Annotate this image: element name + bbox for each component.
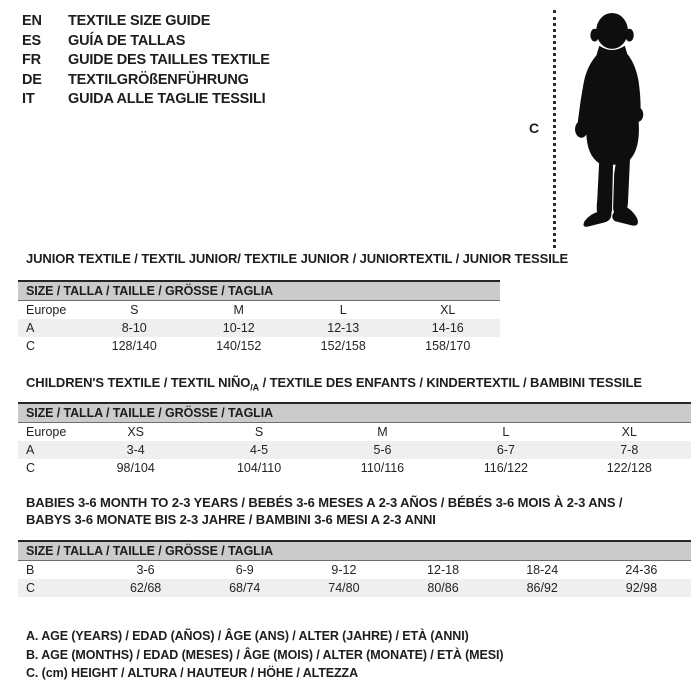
row-label: C <box>26 581 36 595</box>
cell: L <box>339 303 347 317</box>
cell: 104/110 <box>236 461 282 475</box>
cell: 74/80 <box>328 581 360 595</box>
lang-title: GUÍA DE TALLAS <box>68 32 186 49</box>
table-row-height-cm <box>18 459 691 477</box>
measurement-legend <box>26 627 503 683</box>
lang-title: TEXTILE SIZE GUIDE <box>68 13 211 29</box>
cell: 98/104 <box>116 461 155 475</box>
table-row-height-cm <box>18 337 500 355</box>
lang-row-es <box>22 32 270 52</box>
section-title-babies-line1: BABIES 3-6 MONTH TO 2-3 YEARS / BEBÉS 3-6 MESES A 2-3 AÑOS / BÉBÉS 3-6 MOIS À 2-3 ANS / <box>26 495 623 510</box>
lang-row-de <box>22 71 270 91</box>
lang-code: ES <box>22 32 41 49</box>
cell: 10-12 <box>222 321 255 335</box>
table-row-europe <box>18 301 500 319</box>
cell: 122/128 <box>606 461 652 475</box>
cell: 68/74 <box>229 581 261 595</box>
junior-size-table <box>18 280 500 355</box>
cell: S <box>254 425 264 439</box>
lang-code: DE <box>22 71 42 88</box>
lang-row-fr <box>22 51 270 71</box>
cell: XS <box>127 425 145 439</box>
legend-line-a: A. AGE (YEARS) / EDAD (AÑOS) / ÂGE (ANS) / ALTER (JAHRE) / ETÀ (ANNI) <box>26 629 469 643</box>
cell: 9-12 <box>331 563 357 577</box>
cell: 86/92 <box>526 581 558 595</box>
babies-size-table <box>18 540 691 597</box>
title-part: CHILDREN'S TEXTILE / TEXTIL NIÑO <box>26 375 251 390</box>
cell: L <box>502 425 510 439</box>
cell: 3-6 <box>136 563 155 577</box>
section-title-children <box>26 375 642 393</box>
section-title-babies-line2: BABYS 3-6 MONATE BIS 2-3 JAHRE / BAMBINI 3-6 MESI A 2-3 ANNI <box>26 512 436 527</box>
lang-code: IT <box>22 91 35 107</box>
cell: 92/98 <box>625 581 658 595</box>
cell: 62/68 <box>129 581 162 595</box>
cell: M <box>377 425 388 439</box>
toddler-silhouette-icon <box>556 6 666 242</box>
table-row-height-cm <box>18 579 691 597</box>
cell: 12-13 <box>327 321 360 335</box>
measure-c-label: C <box>529 120 540 136</box>
cell: XL <box>440 303 456 317</box>
cell: 8-10 <box>121 321 147 335</box>
cell: 6-9 <box>235 563 254 577</box>
lang-code: FR <box>22 52 41 68</box>
row-label: C <box>26 461 36 475</box>
lang-title: TEXTILGRÖßENFÜHRUNG <box>68 71 249 88</box>
cell: 110/116 <box>360 461 405 475</box>
cell: 128/140 <box>111 339 157 353</box>
cell: 6-7 <box>496 443 515 457</box>
language-header <box>22 12 270 110</box>
cell: 158/170 <box>425 339 471 353</box>
cell: 80/86 <box>427 581 459 595</box>
table-row-age-years <box>18 441 691 459</box>
cell: 140/152 <box>216 339 262 353</box>
row-label: B <box>26 563 35 577</box>
cell: 4-5 <box>250 443 269 457</box>
legend-line-b: B. AGE (MONTHS) / EDAD (MESES) / ÂGE (MOIS) / ALTER (MONATE) / ETÀ (MESI) <box>26 647 504 662</box>
row-label: C <box>26 339 36 353</box>
children-size-table <box>18 402 691 477</box>
row-label: A <box>26 443 35 457</box>
title-subscript: /A <box>250 382 260 393</box>
section-title-junior: JUNIOR TEXTILE / TEXTIL JUNIOR/ TEXTILE JUNIOR / JUNIORTEXTIL / JUNIOR TESSILE <box>26 251 569 266</box>
row-label: Europe <box>26 303 67 317</box>
cell: 14-16 <box>431 321 464 335</box>
cell: 7-8 <box>620 443 639 457</box>
cell: 152/158 <box>320 339 366 353</box>
size-header-bar: SIZE / TALLA / TAILLE / GRÖSSE / TAGLIA <box>18 540 691 561</box>
cell: XL <box>621 425 637 439</box>
cell: M <box>233 303 244 317</box>
row-label: Europe <box>26 425 67 439</box>
row-label: A <box>26 321 35 335</box>
cell: S <box>130 303 139 317</box>
cell: 24-36 <box>625 563 658 577</box>
table-row-age-months <box>18 561 691 579</box>
title-part: / TEXTILE DES ENFANTS / KINDERTEXTIL / BAMBINI TESSILE <box>259 375 642 390</box>
lang-row-en <box>22 12 270 32</box>
size-header-bar: SIZE / TALLA / TAILLE / GRÖSSE / TAGLIA <box>18 280 500 301</box>
table-row-age-years <box>18 319 500 337</box>
lang-row-it <box>22 90 270 110</box>
cell: 5-6 <box>373 443 392 457</box>
cell: 12-18 <box>427 563 460 577</box>
cell: 18-24 <box>526 563 559 577</box>
lang-title: GUIDE DES TAILLES TEXTILE <box>68 52 270 68</box>
lang-code: EN <box>22 13 42 29</box>
cell: 116/122 <box>483 461 528 475</box>
size-header-bar: SIZE / TALLA / TAILLE / GRÖSSE / TAGLIA <box>18 402 691 423</box>
lang-title: GUIDA ALLE TAGLIE TESSILI <box>68 91 266 107</box>
legend-line-c: C. (cm) HEIGHT / ALTURA / HAUTEUR / HÖHE / ALTEZZA <box>26 666 359 680</box>
cell: 3-4 <box>126 443 145 457</box>
table-row-europe <box>18 423 691 441</box>
